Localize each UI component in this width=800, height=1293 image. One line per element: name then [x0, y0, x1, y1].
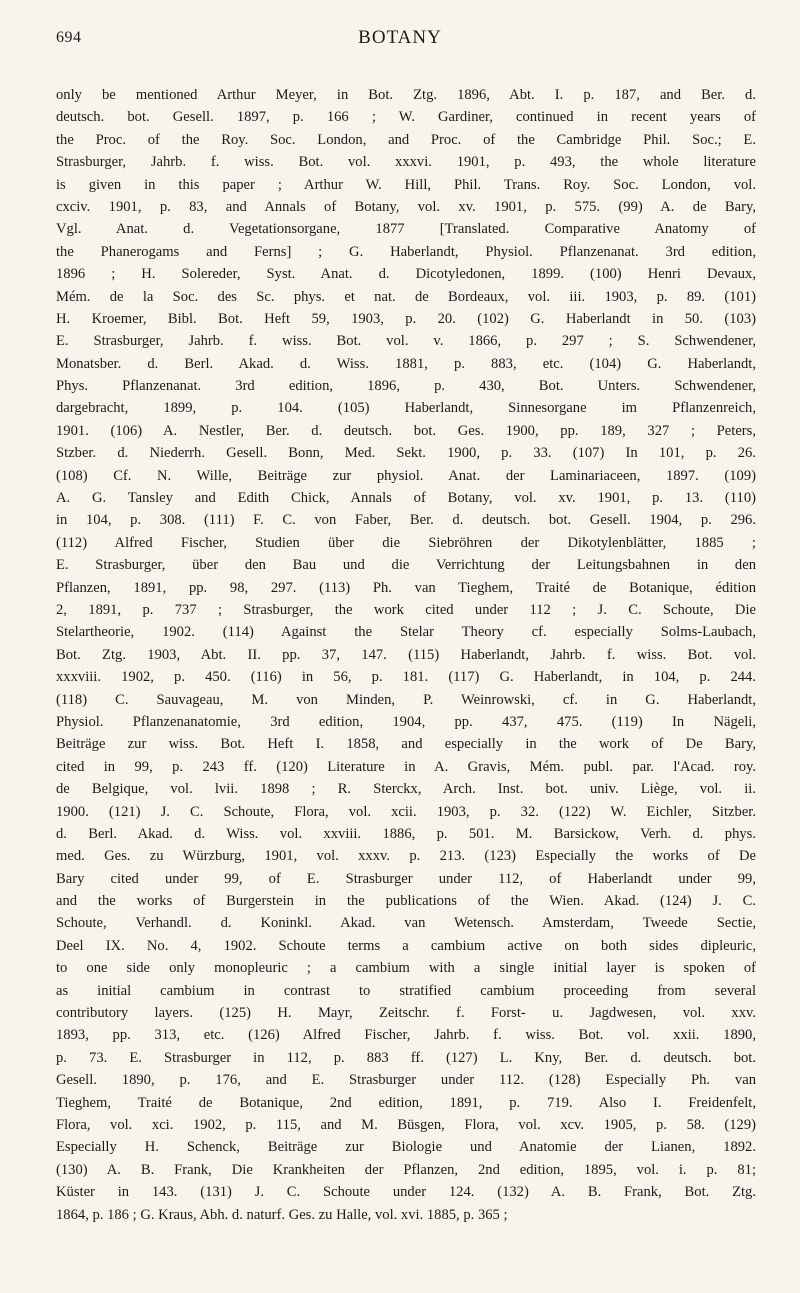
text-line: 1893, pp. 313, etc. (126) Alfred Fischer, Jahrb. f. wiss. Bot. vol. xxii. 1890,	[56, 1027, 756, 1044]
text-line: Mém. de la Soc. des Sc. phys. et nat. de Bordeaux, vol. iii. 1903, p. 89. (101)	[56, 288, 756, 305]
text-line: Gesell. 1890, p. 176, and E. Strasburger under 112. (128) Especially Ph. van	[56, 1072, 756, 1089]
references-text-block	[56, 84, 756, 1226]
text-line: 2, 1891, p. 737 ; Strasburger, the work cited under 112 ; J. C. Schoute, Die	[56, 601, 756, 618]
text-line: p. 73. E. Strasburger in 112, p. 883 ff. (127) L. Kny, Ber. d. deutsch. bot.	[56, 1049, 756, 1066]
text-line: Deel IX. No. 4, 1902. Schoute terms a cambium active on both sides dipleuric,	[56, 937, 756, 954]
text-line: Strasburger, Jahrb. f. wiss. Bot. vol. xxxvi. 1901, p. 493, the whole literature	[56, 154, 756, 171]
text-line: d. Berl. Akad. d. Wiss. vol. xxviii. 1886, p. 501. M. Barsickow, Verh. d. phys.	[56, 825, 756, 842]
text-line: to one side only monopleuric ; a cambium with a single initial layer is spoken of	[56, 960, 756, 977]
text-line: 1864, p. 186 ; G. Kraus, Abh. d. naturf. Ges. zu Halle, vol. xvi. 1885, p. 365 ;	[56, 1206, 508, 1223]
text-line: contributory layers. (125) H. Mayr, Zeitschr. f. Forst- u. Jagdwesen, vol. xxv.	[56, 1005, 756, 1022]
text-line: dargebracht, 1899, p. 104. (105) Haberlandt, Sinnesorgane im Pflanzenreich,	[56, 400, 756, 417]
text-line: is given in this paper ; Arthur W. Hill, Phil. Trans. Roy. Soc. London, vol.	[56, 176, 756, 193]
text-line: 1896 ; H. Solereder, Syst. Anat. d. Dicotyledonen, 1899. (100) Henri Devaux,	[56, 266, 756, 283]
text-line: (112) Alfred Fischer, Studien über die Siebröhren der Dikotylenblätter, 1885 ;	[56, 534, 756, 551]
text-line: and the works of Burgerstein in the publications of the Wien. Akad. (124) J. C.	[56, 893, 756, 910]
text-line: de Belgique, vol. lvii. 1898 ; R. Sterckx, Arch. Inst. bot. univ. Liège, vol. ii.	[56, 781, 756, 798]
text-line: Pflanzen, 1891, pp. 98, 297. (113) Ph. van Tieghem, Traité de Botanique, édition	[56, 579, 756, 596]
text-line: (108) Cf. N. Wille, Beiträge zur physiol. Anat. der Laminariaceen, 1897. (109)	[56, 467, 756, 484]
text-line: xxxviii. 1902, p. 450. (116) in 56, p. 181. (117) G. Haberlandt, in 104, p. 244.	[56, 669, 756, 686]
text-line: med. Ges. zu Würzburg, 1901, vol. xxxv. p. 213. (123) Especially the works of De	[56, 848, 756, 865]
text-line: cited in 99, p. 243 ff. (120) Literature in A. Gravis, Mém. publ. par. l'Acad. roy.	[56, 758, 756, 775]
text-line: Stelartheorie, 1902. (114) Against the Stelar Theory cf. especially Solms-Laubach,	[56, 624, 756, 641]
text-line: only be mentioned Arthur Meyer, in Bot. Ztg. 1896, Abt. I. p. 187, and Ber. d.	[56, 87, 756, 103]
text-line: Bary cited under 99, of E. Strasburger under 112, of Haberlandt under 99,	[56, 870, 756, 887]
text-line: Physiol. Pflanzenanatomie, 3rd edition, 1904, pp. 437, 475. (119) In Nägeli,	[56, 713, 756, 730]
text-line: H. Kroemer, Bibl. Bot. Heft 59, 1903, p. 20. (102) G. Haberlandt in 50. (103)	[56, 310, 756, 327]
text-line: Schoute, Verhandl. d. Koninkl. Akad. van Wetensch. Amsterdam, Tweede Sectie,	[56, 915, 756, 932]
text-line: (130) A. B. Frank, Die Krankheiten der Pflanzen, 2nd edition, 1895, vol. i. p. 81;	[56, 1161, 756, 1178]
text-line: Phys. Pflanzenanat. 3rd edition, 1896, p. 430, Bot. Unters. Schwendener,	[56, 378, 756, 395]
text-line: E. Strasburger, über den Bau und die Verrichtung der Leitungsbahnen in den	[56, 557, 756, 574]
text-line: Monatsber. d. Berl. Akad. d. Wiss. 1881, p. 883, etc. (104) G. Haberlandt,	[56, 355, 756, 372]
text-line: Stzber. d. Niederrh. Gesell. Bonn, Med. Sekt. 1900, p. 33. (107) In 101, p. 26.	[56, 445, 756, 462]
page-header	[0, 0, 800, 60]
text-line: Especially H. Schenck, Beiträge zur Biologie und Anatomie der Lianen, 1892.	[56, 1139, 756, 1156]
text-line: cxciv. 1901, p. 83, and Annals of Botany, vol. xv. 1901, p. 575. (99) A. de Bary,	[56, 198, 756, 215]
text-line: in 104, p. 308. (111) F. C. von Faber, Ber. d. deutsch. bot. Gesell. 1904, p. 296.	[56, 512, 756, 529]
text-line: Beiträge zur wiss. Bot. Heft I. 1858, and especially in the work of De Bary,	[56, 736, 756, 753]
text-line: E. Strasburger, Jahrb. f. wiss. Bot. vol. v. 1866, p. 297 ; S. Schwendener,	[56, 333, 756, 350]
text-line: Flora, vol. xci. 1902, p. 115, and M. Büsgen, Flora, vol. xcv. 1905, p. 58. (129)	[56, 1116, 756, 1133]
running-head: BOTANY	[358, 27, 442, 48]
text-line: A. G. Tansley and Edith Chick, Annals of Botany, vol. xv. 1901, p. 13. (110)	[56, 490, 756, 507]
text-line: 1900. (121) J. C. Schoute, Flora, vol. xcii. 1903, p. 32. (122) W. Eichler, Sitzber.	[56, 803, 756, 820]
text-line: Küster in 143. (131) J. C. Schoute under 124. (132) A. B. Frank, Bot. Ztg.	[56, 1184, 756, 1201]
text-line: deutsch. bot. Gesell. 1897, p. 166 ; W. Gardiner, continued in recent years of	[56, 109, 756, 126]
text-line: (118) C. Sauvageau, M. von Minden, P. Weinrowski, cf. in G. Haberlandt,	[56, 691, 756, 708]
text-line: the Proc. of the Roy. Soc. London, and Proc. of the Cambridge Phil. Soc.; E.	[56, 131, 756, 148]
text-line: Tieghem, Traité de Botanique, 2nd edition, 1891, p. 719. Also I. Freidenfelt,	[56, 1094, 756, 1111]
text-line: Bot. Ztg. 1903, Abt. II. pp. 37, 147. (115) Haberlandt, Jahrb. f. wiss. Bot. vol.	[56, 646, 756, 663]
text-line: Vgl. Anat. d. Vegetationsorgane, 1877 [Translated. Comparative Anatomy of	[56, 221, 756, 238]
text-line: as initial cambium in contrast to stratified cambium proceeding from several	[56, 982, 756, 999]
text-line: 1901. (106) A. Nestler, Ber. d. deutsch. bot. Ges. 1900, pp. 189, 327 ; Peters,	[56, 422, 756, 439]
text-line: the Phanerogams and Ferns] ; G. Haberlandt, Physiol. Pflanzenanat. 3rd edition,	[56, 243, 756, 260]
page-number: 694	[56, 29, 82, 46]
